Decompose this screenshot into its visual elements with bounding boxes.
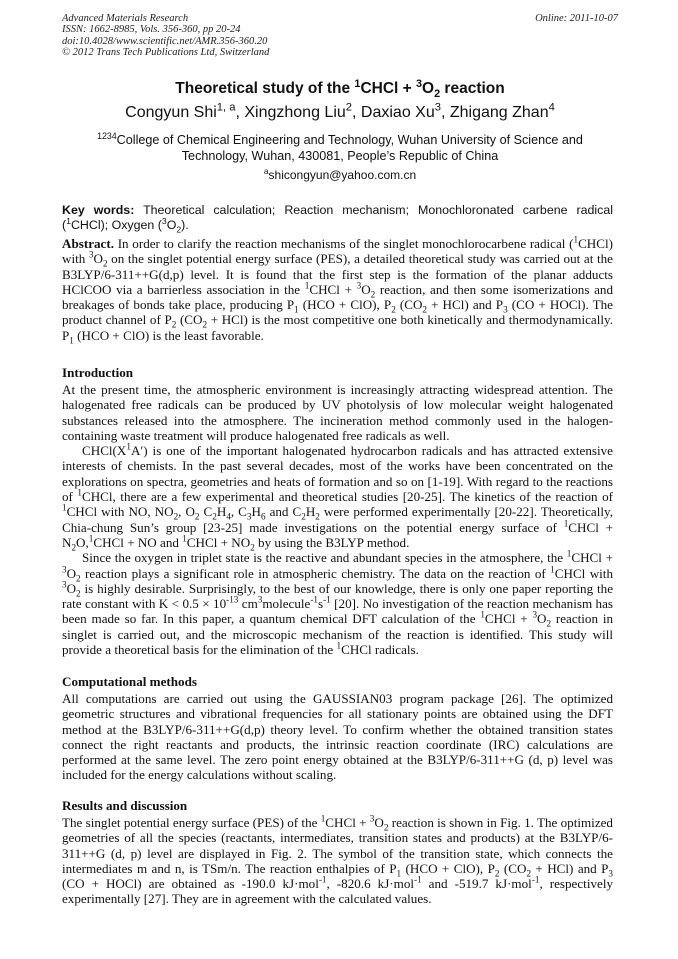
keywords: Key words: Theoretical calculation; Reaction mechanism; Monochloronated carbene radical ($^1$CHCl); Oxygen $(^3O_2)$. xyxy=(62,203,613,235)
section-heading-introduction: Introduction xyxy=(62,365,134,380)
journal-issn: ISSN: 1662-8985, Vols. 356-360, pp 20-24 xyxy=(62,24,241,36)
journal-header xyxy=(62,13,618,59)
author-name: Xingzhong Liu xyxy=(244,104,346,121)
journal-name: Advanced Materials Research xyxy=(62,13,189,24)
paragraph: At the present time, the atmospheric environment is increasingly attracting widespread attention. The halogenated free radicals can be produced by UV photolysis of low molecular weight halogenated substances released into the atmosphere. The incineration method commonly used in the halogen-containing waste treatment will produce halogenated free radicals as well. xyxy=(62,382,613,443)
paragraph: Since the oxygen in triplet state is the reactive and abundant species in the atmosphere, the $^1$CHCl + $^3O_2$ reaction plays a significant role in atmospheric chemistry. The data on the reaction of $^1$CHCl with $^3O_2$ is highly desirable. Surprisingly, to the best of our knowledge, there is only one paper reporting the rate constant with $K < 0.5 \times 10^{-13}$ $cm^3molecule^{-1}s^{-1}$ [20]. No investigation of the reaction mechanism has been made so far. In this paper, a quantum chemical DFT calculation of the $^1$CHCl + $^3O_2$ reaction in singlet is carried out, and the microscopic mechanism of the reaction is identified. This study will provide a theoretical basis for the elimination of the $^1$CHCl radicals. xyxy=(62,548,614,658)
journal-copyright: © 2012 Trans Tech Publications Ltd, Switzerland xyxy=(62,47,270,59)
results-body xyxy=(62,815,613,907)
journal-doi: doi:10.4028/www.scientific.net/AMR.356-360.20 xyxy=(62,35,268,47)
paragraph: All computations are carried out using the GAUSSIAN03 program package [26]. The optimized geometric structures and vibrational frequencies for all stationary points are obtained using the DFT method at the B3LYP/6-311++G(d,p) theory level. To confirm whether the obtained transition states connect the right reactants and products, the intrinsic reaction coordinate (IRC) calculations are performed at the same level. The zero point energy obtained at the B3LYP/6-311++G (d, p) level was included for the energy calculations without scaling. xyxy=(62,691,613,783)
author-name: Daxiao Xu xyxy=(360,104,435,121)
paragraph: $CHCl(X^1A')$ is one of the important halogenated hydrocarbon radicals and has attracted extensive interests of chemists. In the past several decades, most of the works have been concentrated on the explorations on spectra, geometries and heats of formation and so on [1-19]. With regard to the reactions of $^1$CHCl, there are a few experimental and theoretical studies [20-25]. The kinetics of the reaction of $^1$CHCl with NO, $NO_2$, $O_2$ $C_2H_4$, $C_3H_6$ and $C_2H_2$ were performed experimentally [20-22]. Theoretically, Chia-chung Sun’s group [23-25] made investigations on the potential energy surface of $^1$CHCl + $N_2O,^1CHCl$ + NO and $^1$CHCl + $NO_2$ by using the B3LYP method. xyxy=(62,441,614,553)
online-date: Online: 2011-10-07 xyxy=(535,13,618,24)
introduction-body xyxy=(62,382,613,657)
abstract: Abstract. In order to clarify the reaction mechanisms of the singlet monochlorocarbene radical ($^1$CHCl) with $^3O_2$ on the singlet potential energy surface (PES), a detailed theoretical study was carried out at the B3LYP/6-311++G(d,p) level. It is found that the first step is the formation of the planar adducts HClCOO via a barrierless association in the $^1$CHCl + $^3O_2$ reaction, and then some isomerizations and breakages of bonds take place, producing $P_1$ (HCO + ClO), $P_2$ $(CO_2 + HCl)$ and $P_3$ (CO + HOCl). The product channel of $P_2$ $(CO_2 + HCl)$ is the most competitive one both kinetically and thermodynamically. $P_1$ (HCO + ClO) is the least favorable. xyxy=(62,234,613,346)
methods-body xyxy=(62,691,613,783)
abstract-label: Abstract. xyxy=(62,236,114,251)
paper-title: Theoretical study of the $^1$CHCl + $^3O_2$ reaction xyxy=(175,77,505,101)
author-name: Congyun Shi xyxy=(125,104,217,121)
section-heading-results: Results and discussion xyxy=(62,798,188,813)
keywords-label: Key words: xyxy=(62,203,135,217)
paragraph: The singlet potential energy surface (PES) of the $^1$CHCl + $^3O_2$ reaction is shown in Fig. 1. The optimized geometries of all the species (reactants, intermediates, transition states and products) at the B3LYP/6-311++G (d, p) level are displayed in Fig. 2. The symbol of the transition state, which connects the intermediates m and n, is TSm/n. The reaction enthalpies of $P_1$ (HCO + ClO), $P_2$ $(CO_2 + HCl)$ and $P_3$ (CO + HOCl) are obtained as -190.0 kJ·mol$^{-1}$, -820.6 kJ·mol$^{-1}$ and -519.7 kJ·mol$^{-1}$, respectively experimentally [27]. They are in agreement with the calculated values. xyxy=(62,813,613,907)
affiliation: $^{1234}$College of Chemical Engineering and Technology, Wuhan University of Science and Technology, Wuhan, 430081, People’s Republic of China xyxy=(97,130,583,163)
author-email: $^a$shicongyun@yahoo.com.cn xyxy=(263,166,417,182)
author-list: Congyun Shi$^{1, a}$, Xingzhong Liu$^2$, Daxiao Xu$^3$, Zhigang Zhan$^4$ xyxy=(125,101,555,121)
author-name: Zhigang Zhan xyxy=(449,104,549,121)
section-heading-methods: Computational methods xyxy=(62,674,197,689)
